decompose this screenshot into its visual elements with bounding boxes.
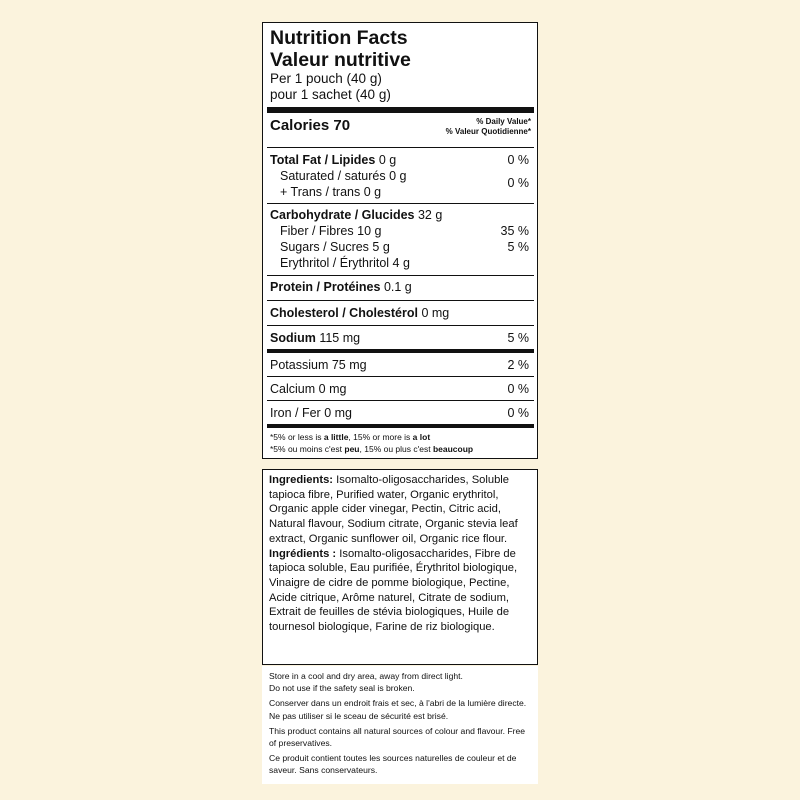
- iron-label: Iron / Fer: [270, 406, 321, 420]
- erythritol-row: [270, 255, 531, 271]
- calcium-amount: 0 mg: [318, 382, 347, 396]
- saturated-amount: 0 g: [389, 169, 407, 183]
- footnote-fr: [270, 443, 531, 455]
- sodium-amount: 115 mg: [319, 331, 361, 345]
- potassium-label: Potassium: [270, 358, 329, 372]
- ingredients-en-label: Ingredients:: [269, 474, 334, 486]
- footnote-en: [270, 431, 531, 443]
- dv-header-fr: % Valeur Quotidienne*: [445, 127, 531, 136]
- storage-fr: Conserver dans un endroit frais et sec, à l'abri de la lumière directe. Ne pas utiliser si le sceau de sécurité est brisé.: [269, 698, 527, 721]
- sodium-row: [270, 326, 531, 349]
- ingredients-fr-text: Isomalto-oligosaccharides, Fibre de tapioca soluble, Eau purifiée, Érythritol biologique, Vinaigre de cidre de pomme biologique, Pectine, Acide citrique, Arôme naturel, Citrate de sodium, Extrait de feuilles de stévia biologiques, Huile de tournesol biologique, Farine de riz biologique.: [269, 547, 518, 634]
- fat-label: Total Fat / Lipides: [270, 153, 376, 167]
- fat-dv: 0 %: [507, 153, 529, 167]
- iron-amount: 0 mg: [324, 406, 352, 420]
- nutrition-title-en: Nutrition Facts: [270, 27, 408, 49]
- cholesterol-row: [270, 301, 531, 325]
- carb-block: [270, 204, 531, 275]
- calories-row: [270, 113, 531, 147]
- saturated-label: Saturated / saturés: [280, 169, 386, 183]
- storage-en: [269, 670, 531, 694]
- fiber-label: Fiber / Fibres: [280, 224, 354, 238]
- ingredients-en-text: Isomalto-oligosaccharides, Soluble tapioca fibre, Purified water, Organic erythritol, Organic apple cider vinegar, Pectin, Citric acid, Natural flavour, Sodium citrate, Organic stevia leaf extract, Organic sunflower oil, Organic rice flour.: [269, 474, 518, 545]
- sugars-label: Sugars / Sucres: [280, 240, 369, 254]
- potassium-dv: 2 %: [507, 358, 529, 372]
- footnote-text: *5% or less is: [270, 432, 324, 442]
- fat-amount: 0 g: [378, 153, 397, 167]
- fat-block: [270, 148, 531, 203]
- fiber-row: [270, 223, 531, 239]
- trans-label: + Trans / trans: [280, 185, 361, 199]
- calories-value: 70: [333, 117, 351, 134]
- cholesterol-label: Cholesterol / Cholestérol: [270, 306, 418, 320]
- footnote-emphasis: a lot: [412, 432, 431, 442]
- calcium-row: [270, 377, 531, 400]
- sodium-dv: 5 %: [507, 331, 529, 345]
- sugars-amount: 5 g: [372, 240, 390, 254]
- carb-label: Carbohydrate / Glucides: [270, 208, 415, 222]
- erythritol-label: Erythritol / Érythritol: [280, 256, 390, 270]
- dv-header-en: % Daily Value*: [476, 117, 531, 126]
- footnote-emphasis: a little: [323, 432, 349, 442]
- storage-panel: [262, 666, 538, 784]
- sodium-label: Sodium: [270, 331, 316, 345]
- cholesterol-amount: 0 mg: [421, 306, 450, 320]
- ingredients-fr-label: Ingrédients :: [269, 547, 337, 560]
- protein-row: [270, 276, 531, 300]
- trans-amount: 0 g: [363, 185, 382, 199]
- fat-row: [270, 152, 531, 168]
- erythritol-amount: 4 g: [392, 256, 410, 270]
- serving-size-fr: pour 1 sachet (40 g): [270, 86, 391, 102]
- storage-en-line1: Store in a cool and dry area, away from direct light.: [269, 671, 463, 681]
- calcium-label: Calcium: [270, 382, 316, 396]
- calcium-dv: 0 %: [507, 382, 529, 396]
- ingredients-fr: [269, 547, 531, 635]
- ingredients-en: [269, 473, 531, 547]
- fiber-dv: 35 %: [500, 224, 529, 238]
- natural-sources-fr: Ce produit contient toutes les sources naturelles de couleur et de saveur. Sans conservateurs.: [269, 753, 517, 776]
- footnote-emphasis: beaucoup: [432, 444, 474, 454]
- protein-label: Protein / Protéines: [270, 280, 381, 294]
- natural-sources-en: This product contains all natural sources of colour and flavour. Free of preservatives.: [269, 725, 526, 749]
- sat-trans-dv: 0 %: [507, 176, 529, 190]
- nutrition-facts-table: [262, 22, 538, 459]
- iron-dv: 0 %: [507, 406, 529, 420]
- serving-size-en: Per 1 pouch (40 g): [270, 71, 382, 86]
- carb-row: [270, 207, 531, 223]
- nutrition-title-fr: Valeur nutritive: [270, 49, 411, 71]
- potassium-row: [270, 353, 531, 376]
- sugars-row: [270, 239, 531, 255]
- footnote-text: , 15% or more is: [348, 432, 413, 442]
- fiber-amount: 10 g: [357, 224, 382, 238]
- footnote-emphasis: peu: [344, 444, 360, 454]
- footnote-text: *5% ou moins c'est: [270, 444, 345, 454]
- storage-en-line2: Do not use if the safety seal is broken.: [269, 683, 415, 694]
- iron-row: [270, 401, 531, 424]
- potassium-amount: 75 mg: [331, 358, 367, 372]
- calories-label: Calories: [270, 117, 330, 134]
- protein-amount: 0.1 g: [383, 280, 412, 294]
- sugars-dv: 5 %: [507, 240, 529, 254]
- carb-amount: 32 g: [417, 208, 443, 222]
- footnote-text: , 15% ou plus c'est: [359, 444, 433, 454]
- footnote: [270, 428, 531, 455]
- ingredients-panel: [262, 469, 538, 665]
- sat-trans-row: [270, 168, 531, 200]
